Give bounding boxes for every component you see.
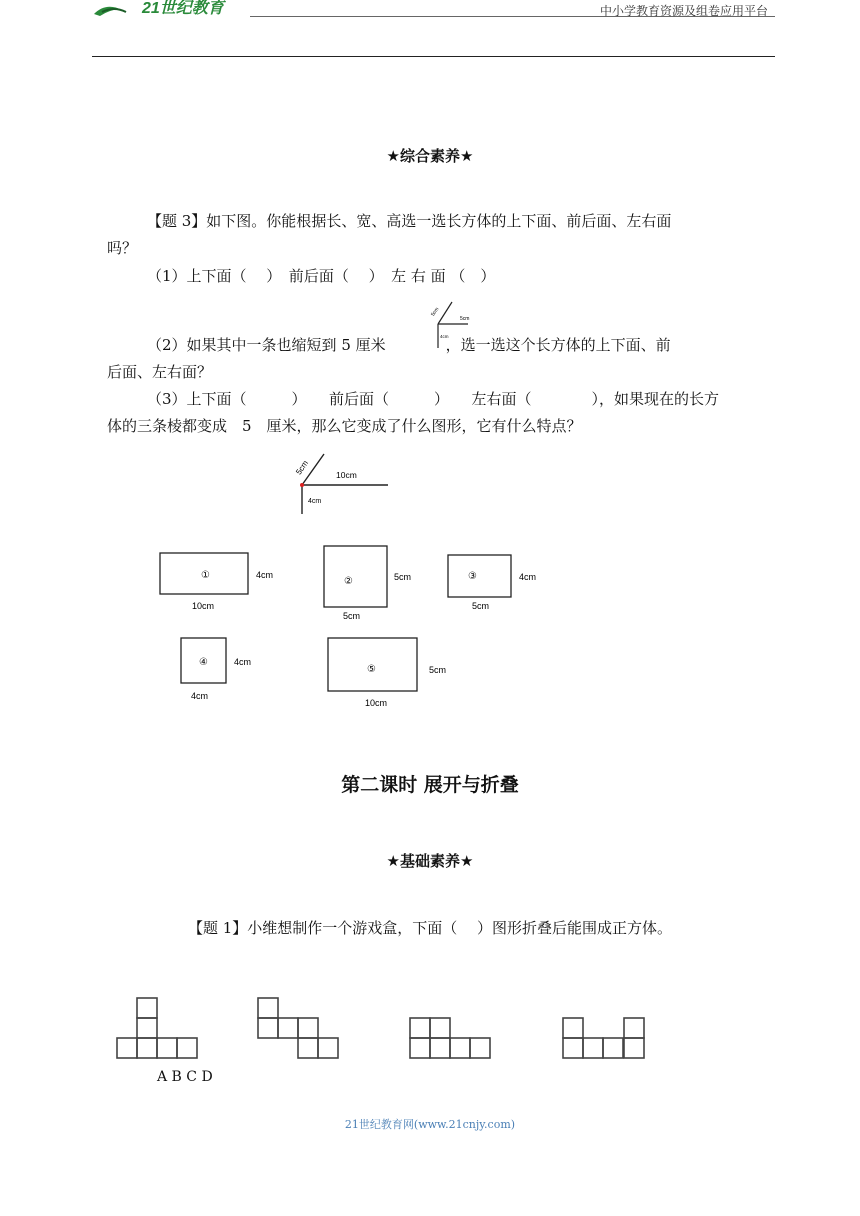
q3-line-2: 吗？ [107,239,138,257]
section-title-comprehensive: ★综合素养★ [386,147,474,165]
rect-2-h: 5cm [394,572,412,582]
edge-diagram [286,448,396,518]
logo [92,0,252,18]
rect-5-h: 5cm [429,665,447,675]
vertex-dot [300,483,304,487]
footer-link[interactable]: 21世纪教育网(www.21cnjy.com) [344,1118,516,1131]
label-b: 10cm [336,470,357,480]
rect-4-w: 4cm [191,691,209,701]
rect-5-num: ⑤ [367,664,376,675]
label-c: 4cm [308,498,322,505]
option-labels: A B C D [157,1069,213,1085]
question-3-intro [107,208,767,262]
rect-3 [448,555,511,597]
header-divider [92,56,775,57]
section-title-basic: ★基础素养★ [386,852,474,870]
q3-part-3b: 体的三条棱都变成 5 厘米，那么它变成了什么图形，它有什么特点？ [107,417,582,435]
rect-4-num: ④ [199,657,208,668]
q3-part-2 [147,332,767,359]
q3-part-3a: （3）上下面（ ） 前后面（ ） 左右面（ ），如果现在的长方 [147,390,720,408]
q3-part-1: （1）上下面（ ） 前后面（ ） 左 右 面 （ ） [147,267,496,285]
rect-2-w: 5cm [343,611,361,621]
rect-3-w: 5cm [472,601,490,611]
small-label-b: 5cm [460,316,470,322]
rect-3-num: ③ [468,571,477,582]
label-a: 5cm [294,458,311,477]
small-label-c: 4cm [440,334,449,339]
rect-1-h: 4cm [256,570,274,580]
q3-line-1: 【题 3】如下图。你能根据长、宽、高选一选长方体的上下面、前后面、左右面 [147,212,672,230]
q3-part-2c: 后面、左右面？ [107,363,213,381]
rect-4-h: 4cm [234,657,252,667]
logo-text: 21世纪教育 [142,0,224,17]
net-c [410,1018,490,1058]
rect-1-w: 10cm [192,601,215,611]
net-a [117,998,197,1058]
rect-2 [324,546,387,607]
lesson-2-title: 第二课时 展开与折叠 [341,774,519,796]
cube-nets [110,990,670,1065]
platform-name: 中小学教育资源及组卷应用平台 [599,4,768,18]
rect-5-w: 10cm [365,698,388,708]
question-1: 【题 1】小维想制作一个游戏盒，下面（ ）图形折叠后能围成正方体。 [187,919,673,937]
rect-1-num: ① [201,570,210,581]
face-rectangles [150,540,570,715]
rect-3-h: 4cm [519,572,537,582]
q3-part-3 [107,386,767,440]
small-label-a: 5cm [430,306,441,318]
rect-2-num: ② [344,576,353,587]
net-b [258,998,338,1058]
q3-part-2b: ，选一选这个长方体的上下面、前 [445,336,671,354]
net-d [563,1018,644,1058]
q3-part-2a: （2）如果其中一条也缩短到 5 厘米 [147,336,386,354]
small-edge-a [438,302,452,324]
